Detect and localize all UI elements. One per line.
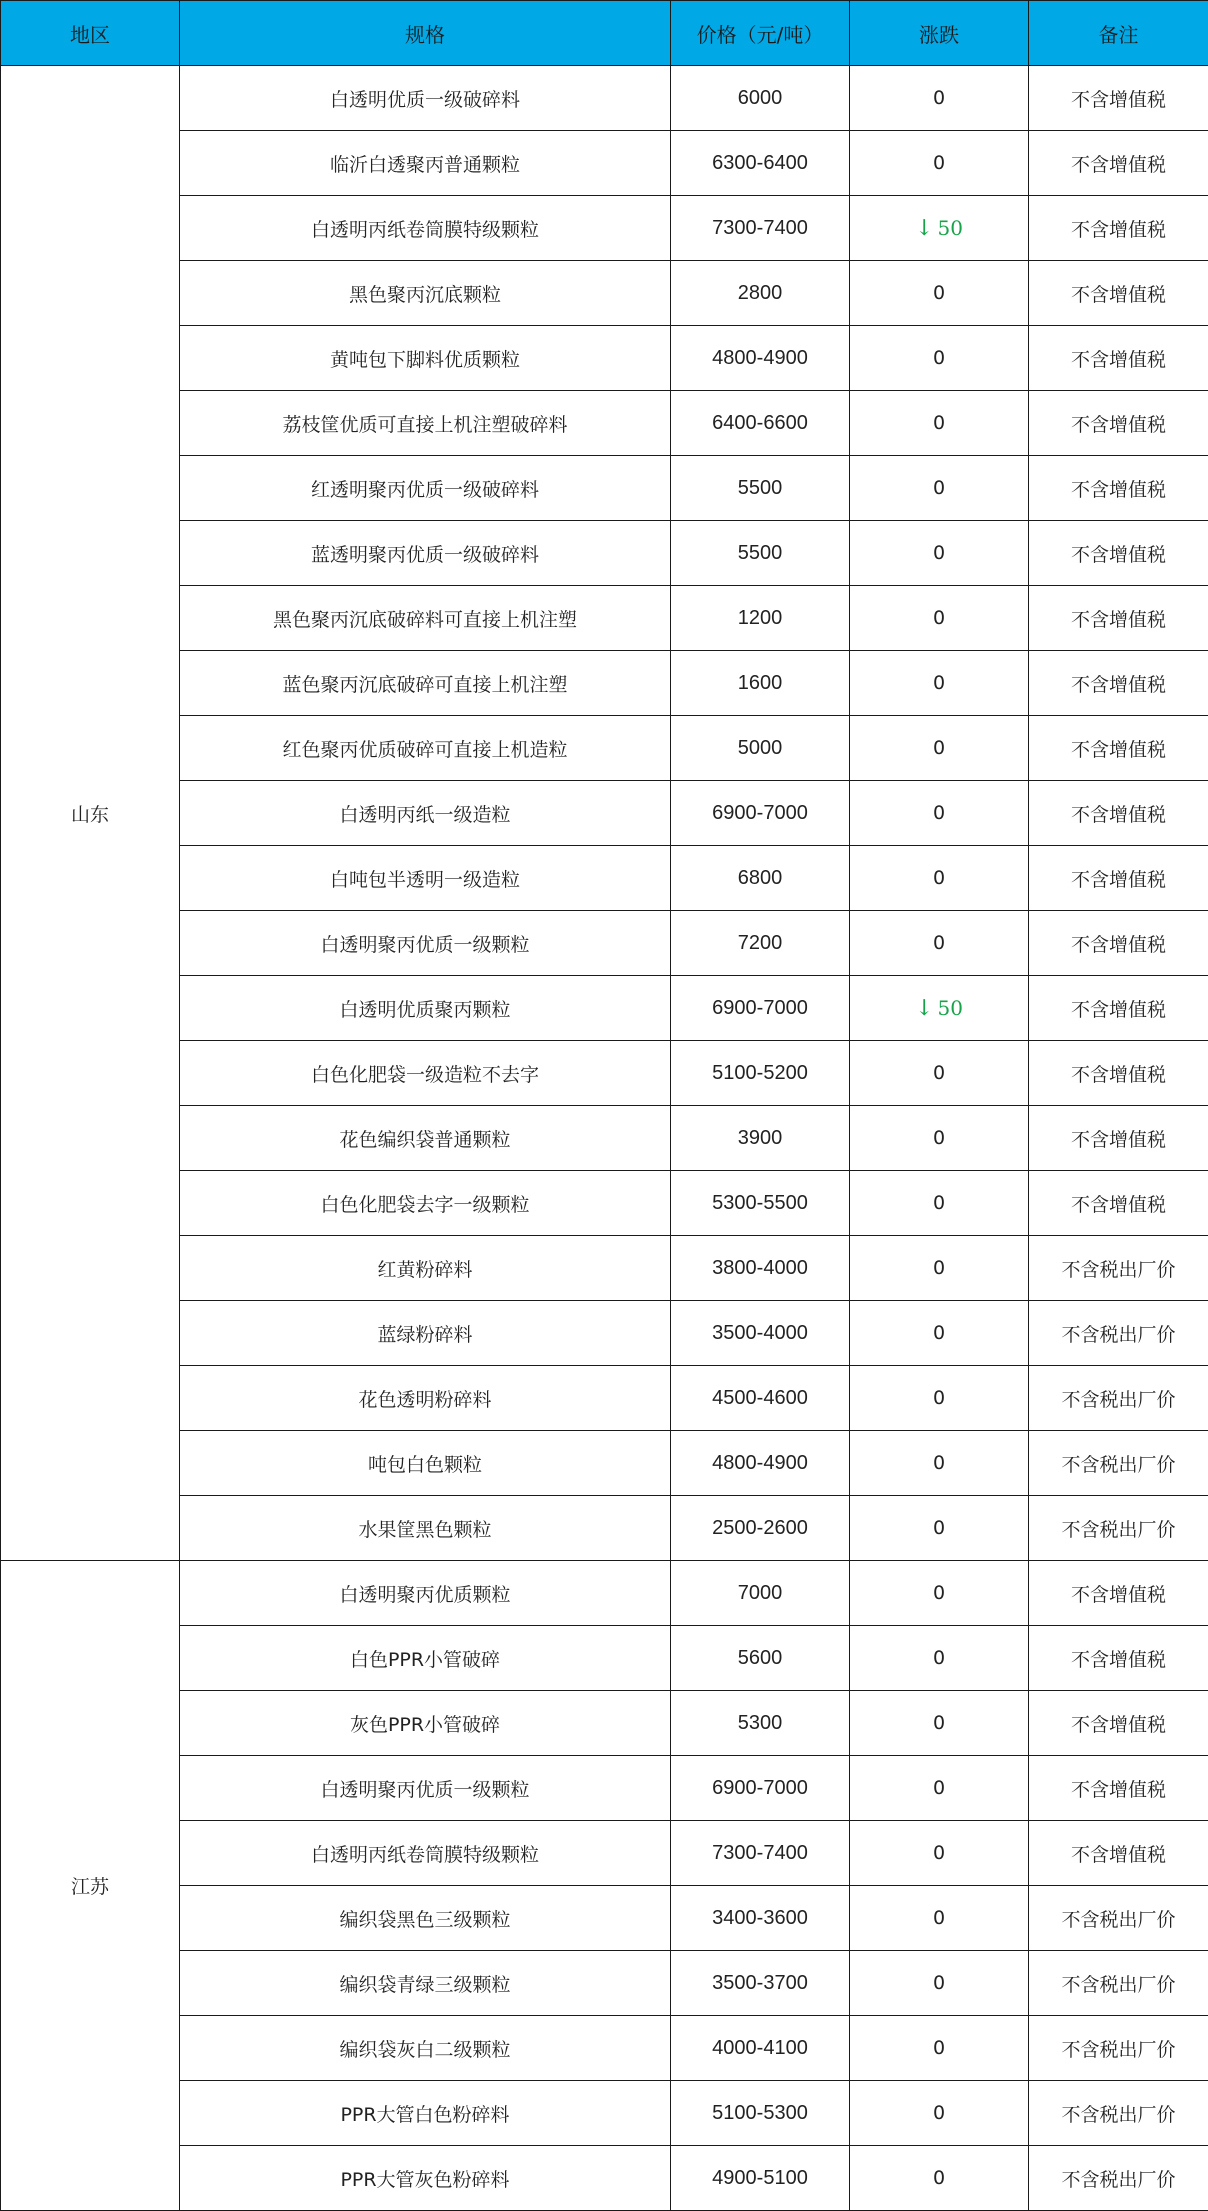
table-row — [1, 391, 1208, 456]
note-cell: 不含增值税 — [1029, 716, 1208, 781]
change-cell: 0 — [850, 261, 1029, 326]
note-cell: 不含增值税 — [1029, 846, 1208, 911]
note-cell: 不含增值税 — [1029, 66, 1208, 131]
note-cell: 不含税出厂价 — [1029, 1951, 1208, 2016]
spec-cell: 花色编织袋普通颗粒 — [180, 1106, 671, 1171]
spec-cell: 白色PPR小管破碎 — [180, 1626, 671, 1691]
change-cell: 0 — [850, 2081, 1029, 2146]
arrow-down-icon: ↓ — [915, 996, 933, 1021]
price-cell: 6800 — [671, 846, 850, 911]
spec-cell: 红透明聚丙优质一级破碎料 — [180, 456, 671, 521]
spec-cell: 编织袋青绿三级颗粒 — [180, 1951, 671, 2016]
table-row — [1, 1951, 1208, 2016]
spec-cell: 红色聚丙优质破碎可直接上机造粒 — [180, 716, 671, 781]
change-cell: 0 — [850, 586, 1029, 651]
arrow-down-icon: ↓ — [915, 216, 933, 241]
price-cell: 4900-5100 — [671, 2146, 850, 2211]
change-cell — [850, 196, 1029, 261]
table-row — [1, 1821, 1208, 1886]
change-cell: 0 — [850, 66, 1029, 131]
spec-cell: PPR大管白色粉碎料 — [180, 2081, 671, 2146]
price-cell: 4500-4600 — [671, 1366, 850, 1431]
spec-cell: 蓝色聚丙沉底破碎可直接上机注塑 — [180, 651, 671, 716]
note-cell: 不含增值税 — [1029, 651, 1208, 716]
table-row — [1, 1886, 1208, 1951]
note-cell: 不含增值税 — [1029, 976, 1208, 1041]
header-region: 地区 — [1, 1, 180, 66]
change-cell: 0 — [850, 391, 1029, 456]
region-cell: 山东 — [1, 66, 180, 1561]
header-change: 涨跌 — [850, 1, 1029, 66]
note-cell: 不含税出厂价 — [1029, 1496, 1208, 1561]
price-cell: 6400-6600 — [671, 391, 850, 456]
change-cell: 0 — [850, 326, 1029, 391]
spec-cell: 白透明聚丙优质一级颗粒 — [180, 911, 671, 976]
spec-cell: PPR大管灰色粉碎料 — [180, 2146, 671, 2211]
spec-cell: 临沂白透聚丙普通颗粒 — [180, 131, 671, 196]
spec-cell: 蓝透明聚丙优质一级破碎料 — [180, 521, 671, 586]
table-row — [1, 781, 1208, 846]
note-cell: 不含增值税 — [1029, 1561, 1208, 1626]
spec-cell: 荔枝筐优质可直接上机注塑破碎料 — [180, 391, 671, 456]
note-cell: 不含税出厂价 — [1029, 2016, 1208, 2081]
price-cell: 6900-7000 — [671, 781, 850, 846]
spec-cell: 白透明优质一级破碎料 — [180, 66, 671, 131]
change-cell: 0 — [850, 1366, 1029, 1431]
price-cell: 7000 — [671, 1561, 850, 1626]
table-row — [1, 456, 1208, 521]
note-cell: 不含增值税 — [1029, 1821, 1208, 1886]
price-cell: 7200 — [671, 911, 850, 976]
spec-cell: 白透明丙纸一级造粒 — [180, 781, 671, 846]
price-cell: 7300-7400 — [671, 1821, 850, 1886]
price-cell: 3800-4000 — [671, 1236, 850, 1301]
note-cell: 不含增值税 — [1029, 781, 1208, 846]
table-row — [1, 131, 1208, 196]
spec-cell: 白透明丙纸卷筒膜特级颗粒 — [180, 1821, 671, 1886]
table-row — [1, 586, 1208, 651]
price-cell: 4800-4900 — [671, 1431, 850, 1496]
note-cell: 不含税出厂价 — [1029, 1301, 1208, 1366]
spec-cell: 白透明优质聚丙颗粒 — [180, 976, 671, 1041]
price-cell: 1200 — [671, 586, 850, 651]
spec-cell: 黑色聚丙沉底颗粒 — [180, 261, 671, 326]
spec-cell: 白色化肥袋去字一级颗粒 — [180, 1171, 671, 1236]
spec-cell: 黄吨包下脚料优质颗粒 — [180, 326, 671, 391]
note-cell: 不含增值税 — [1029, 391, 1208, 456]
table-row — [1, 1561, 1208, 1626]
change-cell: 0 — [850, 911, 1029, 976]
price-cell: 3500-3700 — [671, 1951, 850, 2016]
note-cell: 不含增值税 — [1029, 521, 1208, 586]
spec-cell: 白透明丙纸卷筒膜特级颗粒 — [180, 196, 671, 261]
spec-cell: 白透明聚丙优质一级颗粒 — [180, 1756, 671, 1821]
table-row — [1, 911, 1208, 976]
price-cell: 7300-7400 — [671, 196, 850, 261]
price-cell: 2500-2600 — [671, 1496, 850, 1561]
table-row — [1, 521, 1208, 586]
note-cell: 不含增值税 — [1029, 326, 1208, 391]
note-cell: 不含增值税 — [1029, 131, 1208, 196]
table-row — [1, 1106, 1208, 1171]
table-row — [1, 261, 1208, 326]
change-cell: 0 — [850, 1041, 1029, 1106]
note-cell: 不含税出厂价 — [1029, 2081, 1208, 2146]
change-cell: 0 — [850, 1301, 1029, 1366]
table-row — [1, 2146, 1208, 2211]
header-row — [1, 1, 1208, 66]
change-value: 50 — [937, 996, 962, 1020]
table-row — [1, 196, 1208, 261]
change-cell: 0 — [850, 1106, 1029, 1171]
note-cell: 不含增值税 — [1029, 1691, 1208, 1756]
note-cell: 不含增值税 — [1029, 1106, 1208, 1171]
spec-cell: 红黄粉碎料 — [180, 1236, 671, 1301]
price-cell: 3900 — [671, 1106, 850, 1171]
change-cell: 0 — [850, 1171, 1029, 1236]
change-cell: 0 — [850, 1821, 1029, 1886]
region-cell: 江苏 — [1, 1561, 180, 2211]
note-cell: 不含增值税 — [1029, 196, 1208, 261]
spec-cell: 水果筐黑色颗粒 — [180, 1496, 671, 1561]
table-body — [1, 66, 1208, 2211]
change-down — [915, 996, 963, 1020]
header-note: 备注 — [1029, 1, 1208, 66]
note-cell: 不含增值税 — [1029, 261, 1208, 326]
table-row — [1, 1431, 1208, 1496]
note-cell: 不含增值税 — [1029, 586, 1208, 651]
price-cell: 5600 — [671, 1626, 850, 1691]
table-row — [1, 1691, 1208, 1756]
header-price: 价格（元/吨） — [671, 1, 850, 66]
table-row — [1, 1496, 1208, 1561]
price-cell: 5300-5500 — [671, 1171, 850, 1236]
price-cell: 3500-4000 — [671, 1301, 850, 1366]
price-cell: 6300-6400 — [671, 131, 850, 196]
change-cell: 0 — [850, 1431, 1029, 1496]
table-row — [1, 326, 1208, 391]
spec-cell: 白透明聚丙优质颗粒 — [180, 1561, 671, 1626]
spec-cell: 白色化肥袋一级造粒不去字 — [180, 1041, 671, 1106]
spec-cell: 白吨包半透明一级造粒 — [180, 846, 671, 911]
table-row — [1, 2016, 1208, 2081]
header-spec: 规格 — [180, 1, 671, 66]
table-row — [1, 1171, 1208, 1236]
note-cell: 不含税出厂价 — [1029, 2146, 1208, 2211]
note-cell: 不含税出厂价 — [1029, 1886, 1208, 1951]
table-row — [1, 1301, 1208, 1366]
note-cell: 不含增值税 — [1029, 911, 1208, 976]
price-cell: 5500 — [671, 456, 850, 521]
change-cell: 0 — [850, 521, 1029, 586]
price-cell: 5300 — [671, 1691, 850, 1756]
change-cell: 0 — [850, 2146, 1029, 2211]
price-cell: 1600 — [671, 651, 850, 716]
price-cell: 2800 — [671, 261, 850, 326]
price-cell: 3400-3600 — [671, 1886, 850, 1951]
spec-cell: 编织袋灰白二级颗粒 — [180, 2016, 671, 2081]
spec-cell: 蓝绿粉碎料 — [180, 1301, 671, 1366]
spec-cell: 吨包白色颗粒 — [180, 1431, 671, 1496]
change-cell: 0 — [850, 716, 1029, 781]
note-cell: 不含税出厂价 — [1029, 1236, 1208, 1301]
price-cell: 5100-5300 — [671, 2081, 850, 2146]
change-cell: 0 — [850, 456, 1029, 521]
table-row — [1, 651, 1208, 716]
table-row — [1, 2081, 1208, 2146]
change-cell: 0 — [850, 781, 1029, 846]
change-cell: 0 — [850, 1951, 1029, 2016]
table-row — [1, 1236, 1208, 1301]
table-row — [1, 716, 1208, 781]
change-cell: 0 — [850, 1496, 1029, 1561]
price-cell: 5500 — [671, 521, 850, 586]
price-cell: 6900-7000 — [671, 976, 850, 1041]
note-cell: 不含增值税 — [1029, 456, 1208, 521]
change-cell: 0 — [850, 1236, 1029, 1301]
table-row — [1, 1366, 1208, 1431]
change-cell: 0 — [850, 2016, 1029, 2081]
change-cell: 0 — [850, 1691, 1029, 1756]
note-cell: 不含增值税 — [1029, 1756, 1208, 1821]
change-cell: 0 — [850, 131, 1029, 196]
price-cell: 4000-4100 — [671, 2016, 850, 2081]
change-cell: 0 — [850, 1561, 1029, 1626]
note-cell: 不含税出厂价 — [1029, 1366, 1208, 1431]
note-cell: 不含增值税 — [1029, 1041, 1208, 1106]
spec-cell: 编织袋黑色三级颗粒 — [180, 1886, 671, 1951]
change-cell: 0 — [850, 1626, 1029, 1691]
table-row — [1, 1756, 1208, 1821]
change-value: 50 — [937, 216, 962, 240]
price-cell: 6000 — [671, 66, 850, 131]
table-row — [1, 1626, 1208, 1691]
price-cell: 5100-5200 — [671, 1041, 850, 1106]
change-cell: 0 — [850, 846, 1029, 911]
note-cell: 不含增值税 — [1029, 1626, 1208, 1691]
note-cell: 不含税出厂价 — [1029, 1431, 1208, 1496]
price-cell: 5000 — [671, 716, 850, 781]
change-cell: 0 — [850, 1886, 1029, 1951]
price-cell: 6900-7000 — [671, 1756, 850, 1821]
note-cell: 不含增值税 — [1029, 1171, 1208, 1236]
table-row — [1, 66, 1208, 131]
table-row — [1, 846, 1208, 911]
table-row — [1, 976, 1208, 1041]
spec-cell: 黑色聚丙沉底破碎料可直接上机注塑 — [180, 586, 671, 651]
spec-cell: 花色透明粉碎料 — [180, 1366, 671, 1431]
change-cell: 0 — [850, 651, 1029, 716]
spec-cell: 灰色PPR小管破碎 — [180, 1691, 671, 1756]
change-cell: 0 — [850, 1756, 1029, 1821]
change-down — [915, 216, 963, 240]
change-cell — [850, 976, 1029, 1041]
table-row — [1, 1041, 1208, 1106]
price-cell: 4800-4900 — [671, 326, 850, 391]
